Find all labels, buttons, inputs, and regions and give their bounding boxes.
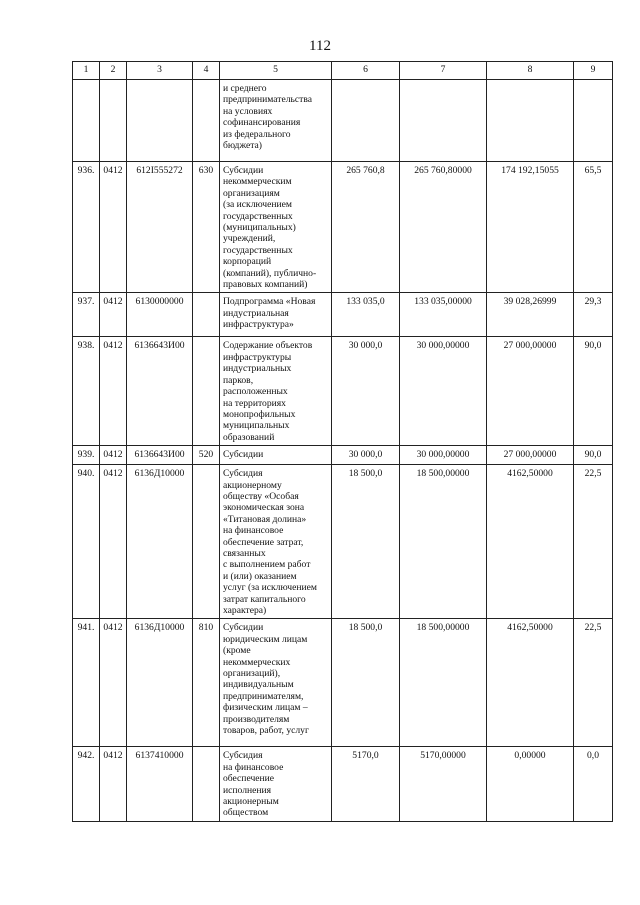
planned-amount-precise-cell: 265 760,80000 (400, 162, 487, 293)
row-number-cell: 936. (73, 162, 100, 293)
planned-amount-cell: 18 500,0 (332, 465, 400, 619)
section-code-cell: 0412 (100, 619, 127, 747)
item-name-cell: Содержание объектов инфраструктуры индустриальных парков, расположенных на территориях монопрофильных муниципальных образований (220, 337, 332, 446)
table-row (73, 465, 613, 619)
expense-type-code-cell (193, 337, 220, 446)
planned-amount-cell: 18 500,0 (332, 619, 400, 747)
item-name-cell: Субсидия акционерному обществу «Особая экономическая зона «Титановая долина» на финансовое обеспечение затрат, связанных с выполнением работ и (или) оказанием услуг (за исключением затрат капитального характера) (220, 465, 332, 619)
expense-type-code-cell: 520 (193, 446, 220, 465)
executed-amount-cell: 4162,50000 (487, 619, 574, 747)
execution-percent-cell (574, 80, 613, 162)
planned-amount-precise-cell: 18 500,00000 (400, 465, 487, 619)
section-code-cell: 0412 (100, 162, 127, 293)
expense-type-code-cell (193, 293, 220, 337)
column-header: 3 (127, 62, 193, 80)
budget-table (72, 61, 613, 822)
execution-percent-cell: 22,5 (574, 619, 613, 747)
table-row (73, 747, 613, 821)
table-row (73, 337, 613, 446)
row-number-cell: 940. (73, 465, 100, 619)
item-name-cell: Подпрограмма «Новая индустриальная инфраструктура» (220, 293, 332, 337)
table-row (73, 162, 613, 293)
page-number: 112 (309, 38, 331, 54)
planned-amount-cell: 30 000,0 (332, 446, 400, 465)
target-article-code-cell (127, 80, 193, 162)
expense-type-code-cell (193, 80, 220, 162)
column-header: 7 (400, 62, 487, 80)
section-code-cell: 0412 (100, 337, 127, 446)
column-header: 5 (220, 62, 332, 80)
item-name-cell: Субсидии юридическим лицам (кроме некоммерческих организаций), индивидуальным предпринимателям, физическим лицам – производителям товаров, работ, услуг (220, 619, 332, 747)
execution-percent-cell: 22,5 (574, 465, 613, 619)
planned-amount-precise-cell: 5170,00000 (400, 747, 487, 821)
item-name-cell: и среднего предпринимательства на условиях софинансирования из федерального бюджета) (220, 80, 332, 162)
execution-percent-cell: 90,0 (574, 337, 613, 446)
planned-amount-precise-cell (400, 80, 487, 162)
planned-amount-cell (332, 80, 400, 162)
executed-amount-cell: 0,00000 (487, 747, 574, 821)
item-name-cell: Субсидии (220, 446, 332, 465)
section-code-cell: 0412 (100, 293, 127, 337)
expense-type-code-cell: 630 (193, 162, 220, 293)
executed-amount-cell: 4162,50000 (487, 465, 574, 619)
expense-type-code-cell: 810 (193, 619, 220, 747)
table-row (73, 293, 613, 337)
executed-amount-cell: 174 192,15055 (487, 162, 574, 293)
executed-amount-cell: 39 028,26999 (487, 293, 574, 337)
planned-amount-cell: 30 000,0 (332, 337, 400, 446)
expense-type-code-cell (193, 747, 220, 821)
planned-amount-cell: 133 035,0 (332, 293, 400, 337)
target-article-code-cell: 6136643И00 (127, 337, 193, 446)
executed-amount-cell (487, 80, 574, 162)
target-article-code-cell: 612I555272 (127, 162, 193, 293)
column-header: 8 (487, 62, 574, 80)
column-header: 6 (332, 62, 400, 80)
section-code-cell: 0412 (100, 465, 127, 619)
table-row (73, 619, 613, 747)
row-number-cell: 937. (73, 293, 100, 337)
row-number-cell: 939. (73, 446, 100, 465)
execution-percent-cell: 29,3 (574, 293, 613, 337)
executed-amount-cell: 27 000,00000 (487, 337, 574, 446)
column-header: 9 (574, 62, 613, 80)
target-article-code-cell: 6136643И00 (127, 446, 193, 465)
execution-percent-cell: 90,0 (574, 446, 613, 465)
target-article-code-cell: 6137410000 (127, 747, 193, 821)
row-number-cell: 938. (73, 337, 100, 446)
planned-amount-precise-cell: 30 000,00000 (400, 446, 487, 465)
table-row (73, 80, 613, 162)
item-name-cell: Субсидия на финансовое обеспечение исполнения акционерным обществом (220, 747, 332, 821)
planned-amount-precise-cell: 18 500,00000 (400, 619, 487, 747)
execution-percent-cell: 0,0 (574, 747, 613, 821)
section-code-cell: 0412 (100, 747, 127, 821)
section-code-cell: 0412 (100, 446, 127, 465)
expense-type-code-cell (193, 465, 220, 619)
column-header: 1 (73, 62, 100, 80)
planned-amount-cell: 265 760,8 (332, 162, 400, 293)
table-row (73, 446, 613, 465)
row-number-cell: 941. (73, 619, 100, 747)
row-number-cell: 942. (73, 747, 100, 821)
execution-percent-cell: 65,5 (574, 162, 613, 293)
target-article-code-cell: 6130000000 (127, 293, 193, 337)
column-number-row (73, 62, 613, 80)
item-name-cell: Субсидии некоммерческим организациям (за исключением государственных (муниципальных) учреждений, государственных корпораций (компаний), публично- правовых компаний) (220, 162, 332, 293)
section-code-cell (100, 80, 127, 162)
planned-amount-precise-cell: 133 035,00000 (400, 293, 487, 337)
target-article-code-cell: 6136Д10000 (127, 619, 193, 747)
row-number-cell (73, 80, 100, 162)
column-header: 4 (193, 62, 220, 80)
column-header: 2 (100, 62, 127, 80)
target-article-code-cell: 6136Д10000 (127, 465, 193, 619)
executed-amount-cell: 27 000,00000 (487, 446, 574, 465)
planned-amount-precise-cell: 30 000,00000 (400, 337, 487, 446)
planned-amount-cell: 5170,0 (332, 747, 400, 821)
